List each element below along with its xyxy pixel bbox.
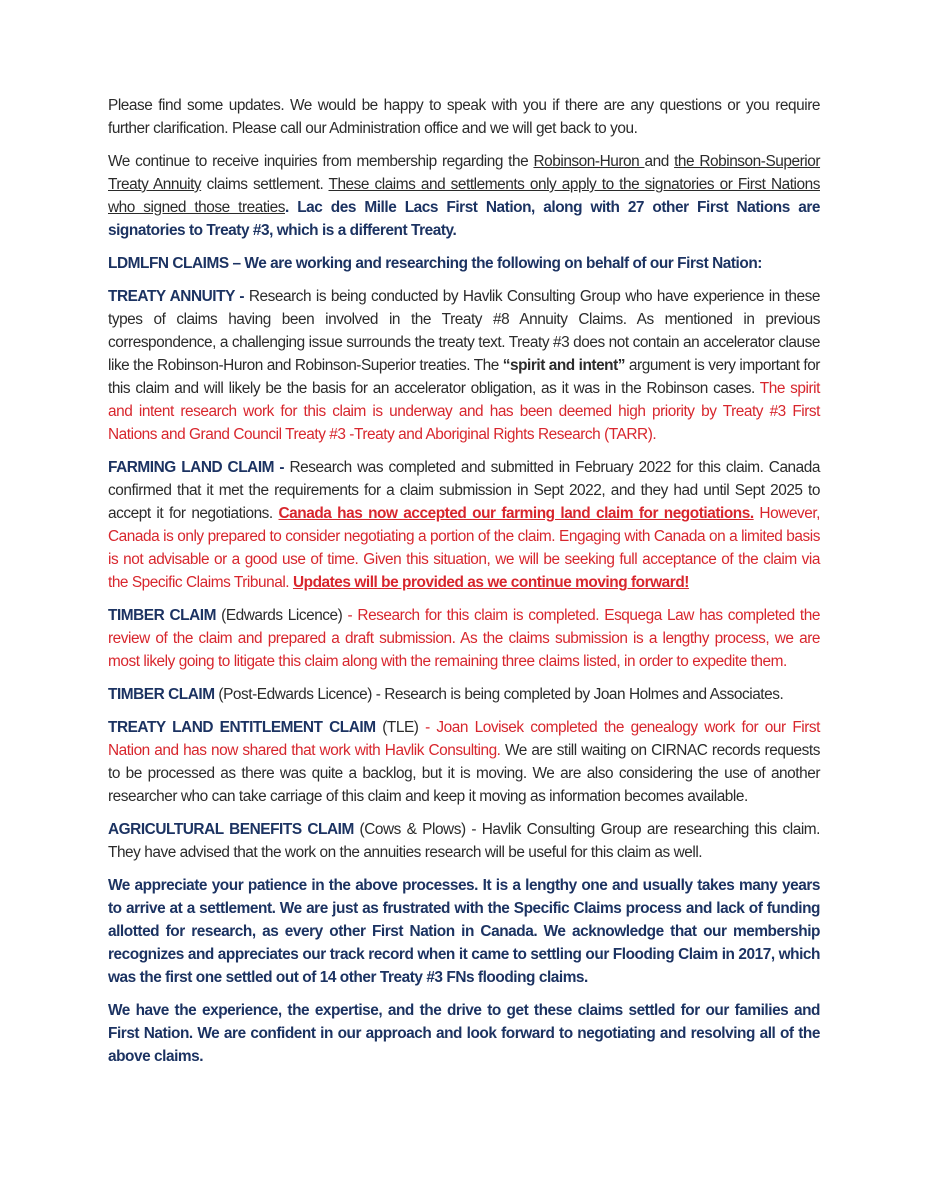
agri-title: AGRICULTURAL BENEFITS CLAIM [108, 821, 354, 838]
robinson-superior-underline: the Robinson-Superior Treaty Annuity [108, 153, 821, 193]
closing-paragraph-2: We have the experience, the expertise, and the drive to get these claims settled for our families and First Nation. We are confident in our approach and look forward to negotiating and resolving all of the above claims. [108, 1002, 820, 1065]
closing-paragraph-1: We appreciate your patience in the above processes. It is a lengthy one and usually takes many years to arrive at a settlement. We are just as frustrated with the Specific Claims process and lack of funding allotted for research, as every other First Nation in Canada. We acknowledge that our membership recognizes and appreciates our track record when it came to settling our Flooding Claim in 2017, which was the first one settled out of 14 other Treaty #3 FNs flooding claims. [108, 877, 820, 986]
spirit-intent-bold: “spirit and intent” [502, 357, 626, 374]
treaty-annuity-text-1: Research is being conducted by Havlik Consulting Group who have experience in these types of claims having been involved in the Treaty #8 Annuity Claims. As mentioned in previous correspondence, a challenging issue surrounds the treaty text. Treaty #3 does not contain an accelerator clause like the Robinson-Huron and Robinson-Superior treaties. The [108, 288, 821, 374]
tle-text: We are still waiting on CIRNAC records requests to be processed as there was quite a backlog, but it is moving. We are also considering the use of another researcher who can take carriage of this claim and keep it moving as information becomes available. [108, 742, 820, 805]
timber-edwards-red: - Research for this claim is completed. Esquega Law has completed the review of the claim and prepared a draft submission. As the claims submission is a lengthy process, we are most likely going to litigate this claim along with the remaining three claims listed, in order to expedite them. [108, 607, 820, 670]
tle-title: TREATY LAND ENTITLEMENT CLAIM [108, 719, 376, 736]
timber-post-edwards-text: (Post-Edwards Licence) - Research is being completed by Joan Holmes and Associates. [214, 686, 784, 703]
treaty-annuity-title: TREATY ANNUITY - [108, 288, 249, 305]
farming-red-text: However, Canada is only prepared to consider negotiating a portion of the claim. Engaging with Canada on a limited basis is not advisable or a good use of time. Given this situation, we will be seeking full acceptance of the claim via the Specific Claims Tribunal. [108, 505, 820, 591]
treaty-annuity-red: The spirit and intent research work for this claim is underway and has been deemed high priority by Treaty #3 First Nations and Grand Council Treaty #3 -Treaty and Aboriginal Rights Research (TARR). [108, 380, 820, 443]
timber-edwards-paragraph [108, 604, 820, 673]
treaty-annuity-paragraph [108, 285, 820, 446]
timber-edwards-sub: (Edwards Licence) [215, 607, 348, 624]
treaty3-statement: . Lac des Mille Lacs First Nation, along with 27 other First Nations are signatories to Treaty #3, which is a different Treaty. [108, 199, 820, 239]
robinson-text-2: and [644, 153, 675, 170]
robinson-text-1: We continue to receive inquiries from membership regarding the [108, 153, 534, 170]
farming-text-1: Research was completed and submitted in February 2022 for this claim. Canada confirmed that it met the requirements for a claim submission in Sept 2022, and they had until Sept 2025 to accept it for negotiations. [108, 459, 820, 522]
farming-updates-notice: Updates will be provided as we continue moving forward! [292, 574, 689, 591]
document-body [108, 94, 820, 1078]
farming-paragraph [108, 456, 820, 594]
agri-paragraph [108, 818, 820, 864]
robinson-paragraph [108, 150, 820, 242]
timber-post-edwards-paragraph [108, 683, 820, 706]
tle-paragraph [108, 716, 820, 808]
robinson-huron-underline: Robinson-Huron [533, 153, 645, 170]
farming-accepted-notice: Canada has now accepted our farming land claim for negotiations. [278, 505, 754, 522]
claims-heading: LDMLFN CLAIMS – We are working and researching the following on behalf of our First Nation: [108, 255, 762, 272]
timber-post-edwards-title: TIMBER CLAIM [108, 686, 215, 703]
treaty-annuity-text-2: argument is very important for this claim and will likely be the basis for an accelerator obligation, as it was in the Robinson cases. [108, 357, 820, 397]
tle-sub: (TLE) [375, 719, 426, 736]
tle-red: - Joan Lovisek completed the genealogy work for our First Nation and has now shared that work with Havlik Consulting. [108, 719, 820, 759]
timber-edwards-title: TIMBER CLAIM [108, 607, 216, 624]
farming-title: FARMING LAND CLAIM - [108, 459, 290, 476]
intro-paragraph: Please find some updates. We would be happy to speak with you if there are any questions or you require further clarification. Please call our Administration office and we will get back to you. [108, 97, 820, 137]
agri-text: (Cows & Plows) - Havlik Consulting Group are researching this claim. They have advised that the work on the annuities research will be useful for this claim as well. [108, 821, 820, 861]
robinson-text-3: claims settlement. [201, 176, 329, 193]
signatories-underline: These claims and settlements only apply to the signatories or First Nations who signed those treaties [108, 176, 820, 216]
